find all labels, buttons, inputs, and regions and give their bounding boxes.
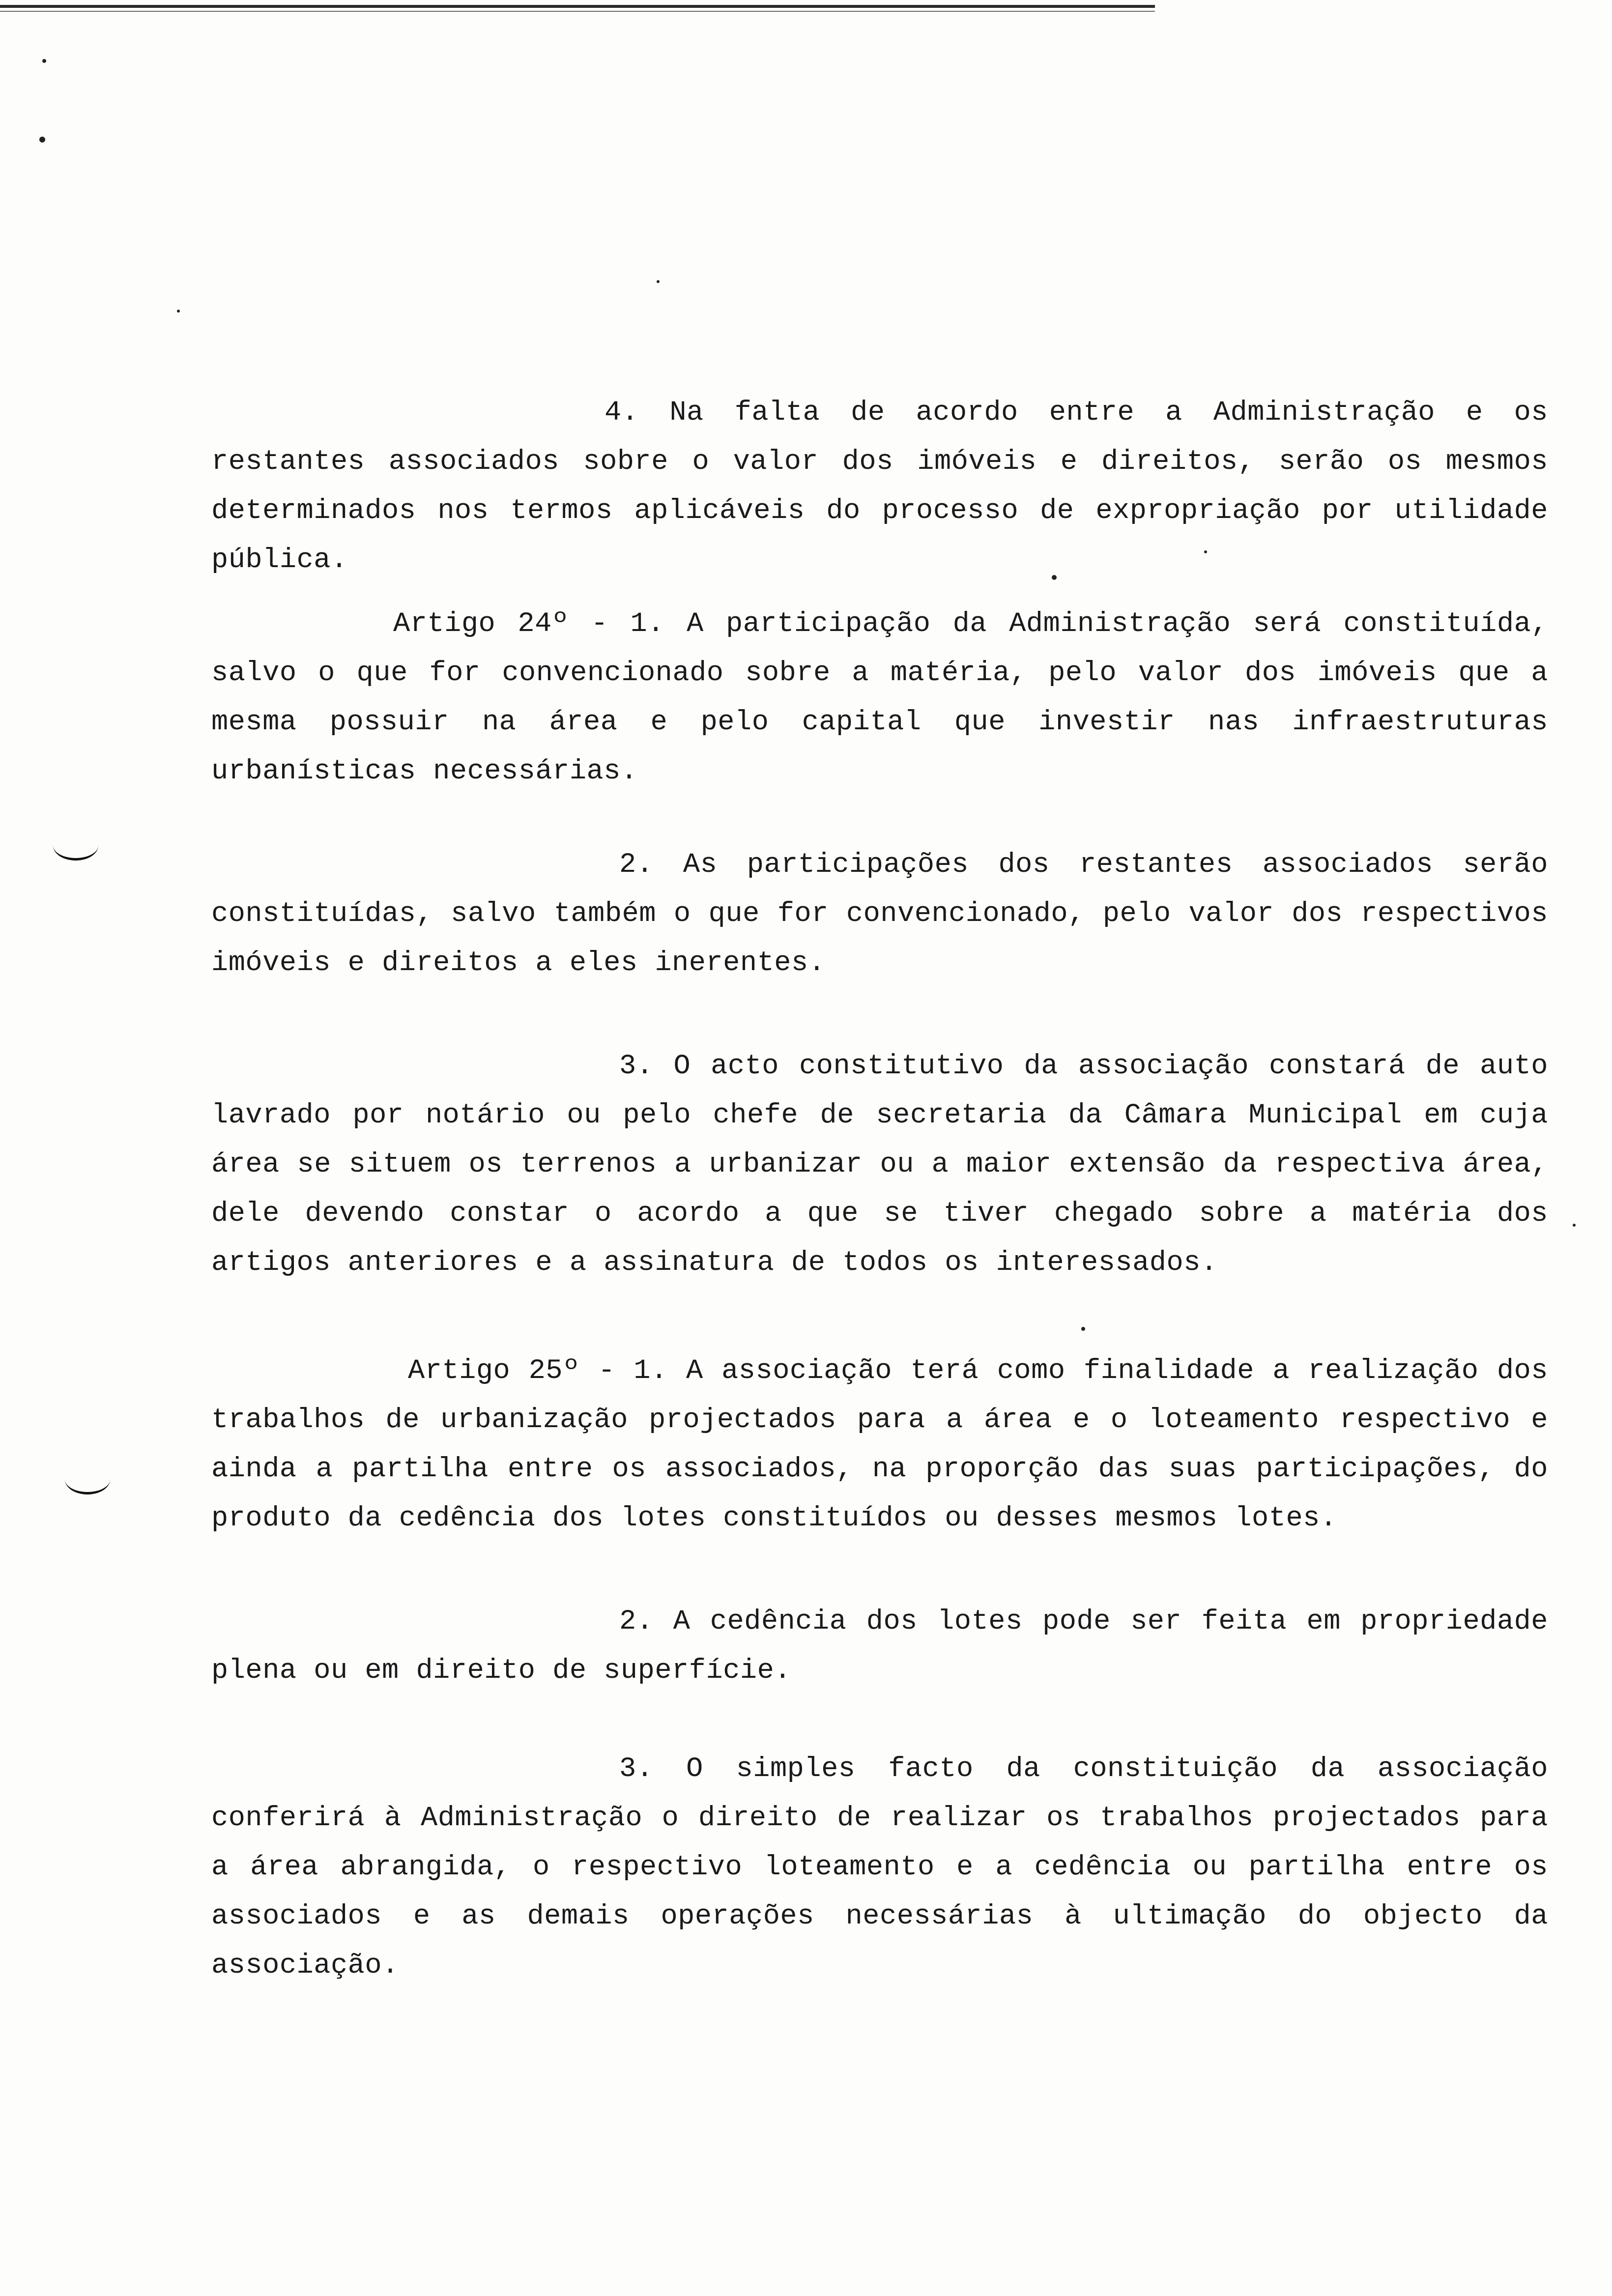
scan-speck <box>657 280 660 283</box>
paragraph-1: 4. Na falta de acordo entre a Administração e os restantes associados sobre o valor dos imóveis e direitos, serão os mesmos determinados nos termos aplicáveis do processo de expropriação por utilidade pública. <box>211 397 1548 576</box>
paragraph-7: 3. O simples facto da constituição da associação conferirá à Administração o direito de realizar os trabalhos projectados para a área abrangida, o respectivo loteamento e a cedência ou partilha entre os associados e as demais operações necessárias à ultimação do objecto da associação. <box>211 1753 1548 1981</box>
top-rule <box>0 5 1155 8</box>
paragraph-5: Artigo 25º - 1. A associação terá como finalidade a realização dos trabalhos de urbanização projectados para a área e o loteamento respectivo e ainda a partilha entre os associados, na proporção das suas participações, do produto da cedência dos lotes constituídos ou desses mesmos lotes. <box>211 1355 1548 1534</box>
scan-speck <box>1573 1224 1576 1227</box>
margin-mark <box>65 1464 110 1494</box>
scan-speck <box>177 310 180 313</box>
paragraph-6: 2. A cedência dos lotes pode ser feita em propriedade plena ou em direito de superfície. <box>211 1606 1548 1687</box>
margin-mark <box>53 831 98 861</box>
paragraph-3: 2. As participações dos restantes associados serão constituídas, salvo também o que for convencionado, pelo valor dos respectivos imóveis e direitos a eles inerentes. <box>211 849 1548 979</box>
scan-speck <box>1081 1327 1085 1331</box>
paragraph-4: 3. O acto constitutivo da associação constará de auto lavrado por notário ou pelo chefe de secretaria da Câmara Municipal em cuja área se situem os terrenos a urbanizar ou a maior extensão da respectiva área, dele devendo constar o acordo a que se tiver chegado sobre a matéria dos artigos anteriores e a assinatura de todos os interessados. <box>211 1051 1548 1279</box>
top-rule-thin <box>0 11 1155 12</box>
scan-speck <box>42 59 46 63</box>
scan-speck <box>39 137 45 143</box>
paragraph-2: Artigo 24º - 1. A participação da Administração será constituída, salvo o que for convencionado sobre a matéria, pelo valor dos imóveis que a mesma possuir na área e pelo capital que investir nas infraestruturas urbanísticas necessárias. <box>211 608 1548 787</box>
